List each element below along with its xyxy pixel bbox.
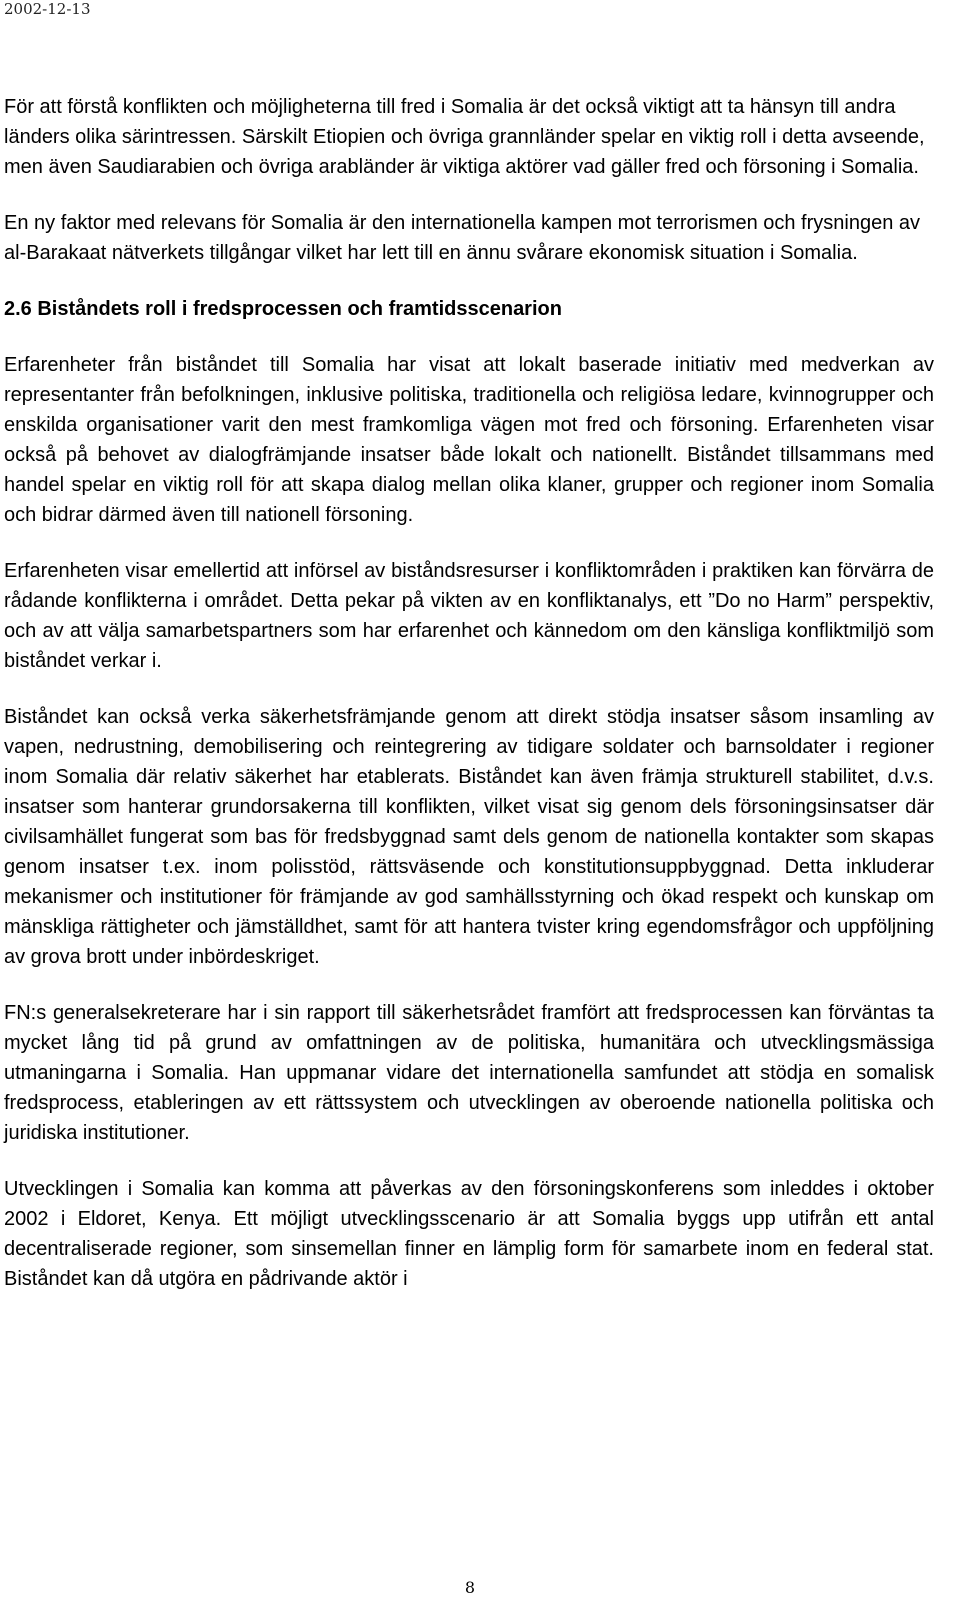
section-heading: 2.6 Biståndets roll i fredsprocessen och framtidsscenarion bbox=[4, 298, 562, 320]
document-date: 2002-12-13 bbox=[4, 0, 91, 18]
paragraph-local-initiatives: Erfarenheter från biståndet till Somalia har visat att lokalt baserade initiativ med medverkan av representanter från befolkningen, inklusive politiska, traditionella och religiösa ledare, kvinnogrupper och enskilda organisationer varit den mest framkomliga vägen mot fred och försoning. Erfarenheten visar också på behovet av dialogfrämjande insatser både lokalt och nationellt. Biståndet tillsammans med handel spelar en viktig roll för att skapa dialog mellan olika klaner, grupper och regioner inom Somalia och bidrar därmed även till nationell försoning. bbox=[4, 354, 934, 526]
paragraph-conflict-analysis: Erfarenheten visar emellertid att införsel av biståndsresurser i konfliktområden i praktiken kan förvärra de rådande konflikterna i området. Detta pekar på vikten av en konfliktanalys, ett ”Do no Harm” perspektiv, och av att välja samarbetspartners som har erfarenhet och kännedom om den känsliga konfliktmiljö som biståndet verkar i. bbox=[4, 560, 934, 672]
paragraph-security-promotion: Biståndet kan också verka säkerhetsfrämjande genom att direkt stödja insatser såsom insamling av vapen, nedrustning, demobilisering och reintegrering av tidigare soldater och barnsoldater i regioner inom Somalia där relativ säkerhet har etablerats. Biståndet kan även främja strukturell stabilitet, d.v.s. insatser som hanterar grundorsakerna till konflikten, vilket visat sig genom dels försoningsinsatser där civilsamhället fungerat som bas för fredsbyggnad samt dels genom de nationella kontakter som skapas genom insatser t.ex. inom polisstöd, rättsväsende och konstitutionsuppbyggnad. Detta inkluderar mekanismer och institutioner för främjande av god samhällsstyrning och ökad respekt och kunskap om mänskliga rättigheter och jämställdhet, samt för att hantera tvister kring egendomsfrågor och uppföljning av grova brott under inbördeskriget. bbox=[4, 706, 934, 968]
page-number: 8 bbox=[464, 1578, 476, 1597]
paragraph-terrorism-factor: En ny faktor med relevans för Somalia är den internationella kampen mot terrorismen och frysningen av al-Barakaat nätverkets tillgångar vilket har lett till en ännu svårare ekonomisk situation i Somalia. bbox=[4, 212, 921, 264]
paragraph-eldoret-conference: Utvecklingen i Somalia kan komma att påverkas av den försoningskonferens som inleddes i oktober 2002 i Eldoret, Kenya. Ett möjligt utvecklingsscenario är att Somalia byggs upp utifrån ett antal decentraliserade regioner, som sinsemellan finner en lämplig form för samarbete inom en federal stat. Biståndet kan då utgöra en pådrivande aktör i bbox=[4, 1178, 934, 1290]
document-body bbox=[4, 92, 934, 1294]
paragraph-un-report: FN:s generalsekreterare har i sin rapport till säkerhetsrådet framfört att fredsprocessen kan förväntas ta mycket lång tid på grund av omfattningen av de politiska, humanitära och utvecklingsmässiga utmaningarna i Somalia. Han uppmanar vidare det internationella samfundet att stödja en somalisk fredsprocess, etableringen av ett rättssystem och utvecklingen av oberoende nationella politiska och juridiska institutioner. bbox=[4, 1002, 934, 1144]
paragraph-neighbour-interests: För att förstå konflikten och möjligheterna till fred i Somalia är det också viktigt att ta hänsyn till andra länders olika särintressen. Särskilt Etiopien och övriga grannländer spelar en viktig roll i detta avseende, men även Saudiarabien och övriga arabländer är viktiga aktörer vad gäller fred och försoning i Somalia. bbox=[4, 96, 925, 178]
